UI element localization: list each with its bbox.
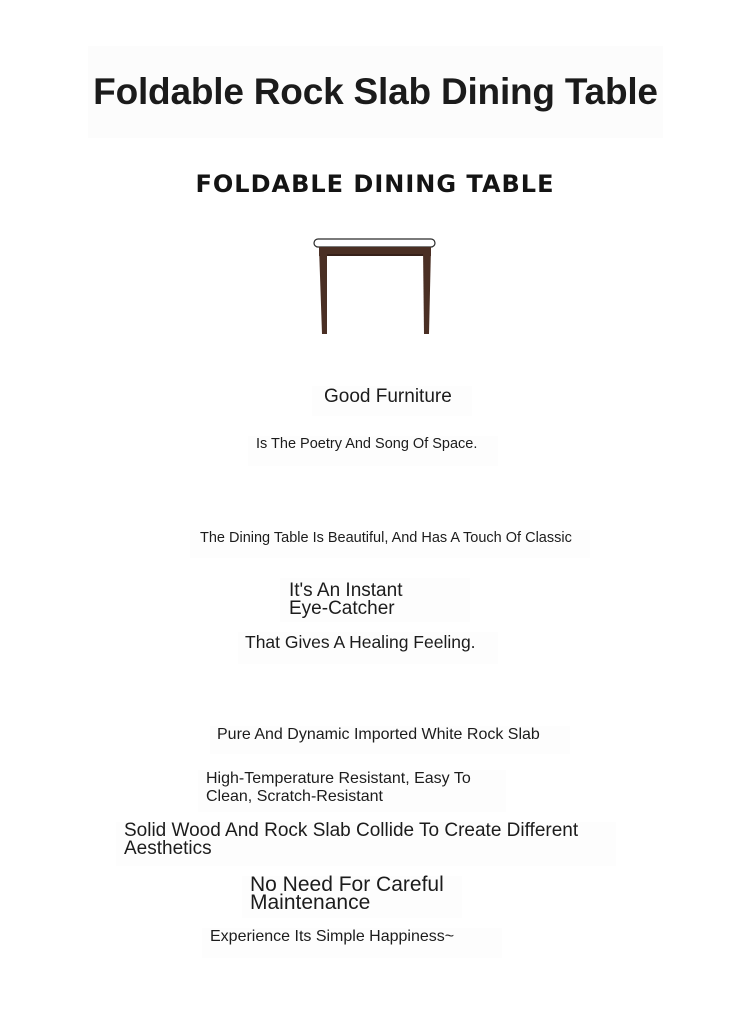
solid-wood-line-2: Aesthetics <box>124 838 212 859</box>
dining-table-svg <box>310 236 440 338</box>
poetry-text: Is The Poetry And Song Of Space. <box>248 436 498 466</box>
instant-line-2: Eye-Catcher <box>289 597 395 619</box>
solid-wood-text <box>116 822 616 866</box>
healing-text: That Gives A Healing Feeling. <box>238 632 498 664</box>
dining-classic-text: The Dining Table Is Beautiful, And Has A Touch Of Classic <box>190 530 590 558</box>
high-temp-text <box>198 770 506 812</box>
solid-wood-line-1: Solid Wood And Rock Slab Collide To Create Different <box>124 820 579 841</box>
table-leg-left <box>319 247 327 334</box>
page-title: Foldable Rock Slab Dining Table <box>93 71 658 112</box>
dining-table-icon <box>310 236 440 343</box>
high-temp-line-1: High-Temperature Resistant, Easy To <box>206 770 471 787</box>
experience-text: Experience Its Simple Happiness~ <box>202 928 502 958</box>
no-need-line-1: No Need For Careful <box>250 873 444 896</box>
good-furniture-text: Good Furniture <box>312 386 472 416</box>
subtitle: FOLDABLE DINING TABLE <box>195 170 555 198</box>
no-need-line-2: Maintenance <box>250 891 371 914</box>
table-apron-shade <box>327 254 423 256</box>
title-band <box>88 46 663 138</box>
table-top <box>314 239 435 247</box>
no-need-maintenance-text <box>242 873 462 918</box>
table-leg-right <box>423 247 431 334</box>
instant-eye-catcher-text <box>280 578 470 622</box>
instant-line-1: It's An Instant <box>289 580 403 601</box>
pure-dynamic-text: Pure And Dynamic Imported White Rock Slab <box>210 726 570 754</box>
high-temp-line-2: Clean, Scratch-Resistant <box>206 788 383 805</box>
